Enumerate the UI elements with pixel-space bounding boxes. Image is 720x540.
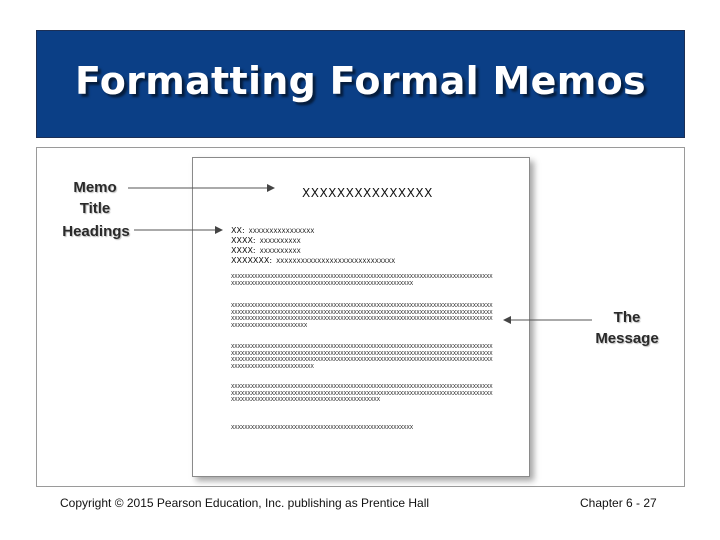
heading-key: XXXXXXX:	[231, 256, 273, 265]
memo-paragraph: XXXXXXXXXXXXXXXXXXXXXXXXXXXXXXXXXXXXXXXXXXXXXXXXXXXXXXXXXXXXXXXXXXXXXXXXXXXXXXXXXXXXXXXXXXXXXXXXXXXXXXXXXXXXXXXXXXXXXXXXXXXXXXXXXXXXXXXXXXXXXXXXXXXXXXXXXXXXXXXXXXXXXXXXXXXXXXXXXXXXXXXXXXXXXXXXXXXXXXXXXXXXXXXXXXXXXXXXXXXXXXXXXXXXXXXXXXXXXXXXXXXXXXXXXXXXXXXXXXXX	[231, 303, 493, 330]
heading-key: XX:	[231, 226, 245, 235]
title-bar	[36, 30, 685, 138]
heading-value: XXXXXXXXXXXXXXXX	[248, 228, 315, 235]
memo-paragraph: XXXXXXXXXXXXXXXXXXXXXXXXXXXXXXXXXXXXXXXXXXXXXXXXXXXXXXX	[231, 425, 414, 431]
slide-title: Formatting Formal Memos	[75, 59, 646, 103]
heading-value: XXXXXXXXXXXXXXXXXXXXXXXXXXXXX	[276, 258, 396, 265]
memo-title-label: Memo Title	[73, 179, 117, 217]
heading-value: XXXXXXXXXX	[259, 238, 301, 245]
copyright-text: Copyright © 2015 Pearson Education, Inc. publishing as Prentice Hall	[60, 496, 430, 510]
page-number: Chapter 6 - 27	[580, 496, 657, 510]
message-label: The Message	[595, 309, 659, 347]
memo-paragraph: XXXXXXXXXXXXXXXXXXXXXXXXXXXXXXXXXXXXXXXXXXXXXXXXXXXXXXXXXXXXXXXXXXXXXXXXXXXXXXXXXXXXXXXXXXXXXXXXXXXXXXXXXXXXXXXXXXXXXXXXXXXXXXXXXXXXXX	[231, 274, 493, 287]
heading-key: XXXX:	[231, 236, 256, 245]
memo-heading-line	[231, 256, 395, 267]
memo-paragraph: XXXXXXXXXXXXXXXXXXXXXXXXXXXXXXXXXXXXXXXXXXXXXXXXXXXXXXXXXXXXXXXXXXXXXXXXXXXXXXXXXXXXXXXXXXXXXXXXXXXXXXXXXXXXXXXXXXXXXXXXXXXXXXXXXXXXXXXXXXXXXXXXXXXXXXXXXXXXXXXXXXXXXXXXXXXXXXXXXXXXXXXXXXXXXXXXXXXXXXXXXXXXXXXXXXXXXXXXXXXXXXXXXXXXXXXXXXXXXXXXXXXXXXXXXXXXXXXXXXXXXX	[231, 344, 493, 371]
memo-title-placeholder: XXXXXXXXXXXXXXX	[302, 186, 433, 200]
headings-label: Headings	[62, 223, 130, 240]
heading-key: XXXX:	[231, 246, 256, 255]
heading-value: XXXXXXXXXX	[259, 248, 301, 255]
memo-paragraph: XXXXXXXXXXXXXXXXXXXXXXXXXXXXXXXXXXXXXXXXXXXXXXXXXXXXXXXXXXXXXXXXXXXXXXXXXXXXXXXXXXXXXXXXXXXXXXXXXXXXXXXXXXXXXXXXXXXXXXXXXXXXXXXXXXXXXXXXXXXXXXXXXXXXXXXXXXXXXXXXXXXXXXXXXXXXXXXXXXXXXXXXXXXXXXXXXXXXXXXXXXX	[231, 384, 493, 404]
